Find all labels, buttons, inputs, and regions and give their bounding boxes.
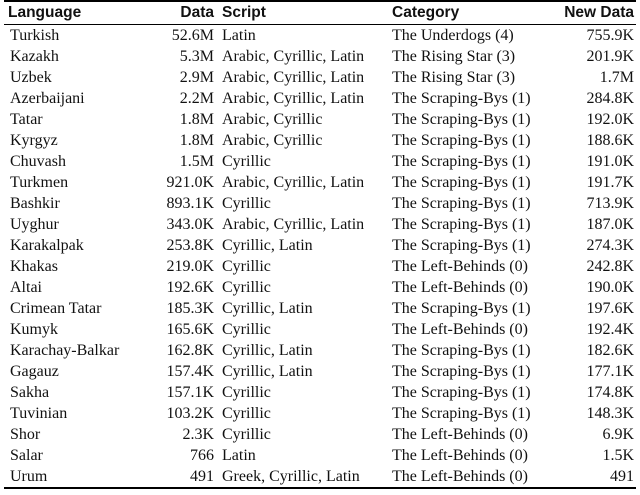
language-data-table bbox=[4, 0, 636, 489]
cell-script: Cyrillic bbox=[222, 426, 271, 443]
cell-script: Cyrillic, Latin bbox=[222, 363, 313, 380]
cell-category: The Scraping-Bys (1) bbox=[392, 153, 531, 170]
cell-script: Latin bbox=[222, 27, 256, 44]
cell-script: Cyrillic, Latin bbox=[222, 342, 313, 359]
cell-new-data: 1.5K bbox=[602, 447, 634, 464]
header-row bbox=[4, 1, 636, 25]
cell-category: The Scraping-Bys (1) bbox=[392, 342, 531, 359]
cell-language: Turkish bbox=[10, 27, 60, 44]
cell-category: The Scraping-Bys (1) bbox=[392, 132, 531, 149]
cell-new-data: 201.9K bbox=[586, 48, 634, 65]
cell-data: 1.5M bbox=[179, 153, 214, 170]
cell-data: 103.2K bbox=[166, 405, 214, 422]
cell-script: Arabic, Cyrillic, Latin bbox=[222, 69, 365, 86]
cell-data: 5.3M bbox=[179, 48, 214, 65]
cell-category: The Scraping-Bys (1) bbox=[392, 300, 531, 317]
cell-language: Khakas bbox=[10, 258, 58, 275]
cell-language: Karakalpak bbox=[10, 237, 84, 254]
table-row bbox=[4, 88, 636, 109]
cell-language: Shor bbox=[10, 426, 41, 443]
cell-new-data: 192.0K bbox=[586, 111, 634, 128]
cell-script: Arabic, Cyrillic, Latin bbox=[222, 174, 365, 191]
table-row bbox=[4, 130, 636, 151]
cell-language: Gagauz bbox=[10, 363, 59, 380]
cell-language: Uzbek bbox=[10, 69, 52, 86]
cell-data: 192.6K bbox=[166, 279, 214, 296]
cell-category: The Scraping-Bys (1) bbox=[392, 174, 531, 191]
cell-language: Kazakh bbox=[10, 48, 59, 65]
cell-category: The Left-Behinds (0) bbox=[392, 321, 528, 338]
cell-new-data: 191.7K bbox=[586, 174, 634, 191]
cell-category: The Left-Behinds (0) bbox=[392, 468, 528, 485]
cell-language: Altai bbox=[10, 279, 42, 296]
cell-language: Salar bbox=[10, 447, 43, 464]
cell-language: Bashkir bbox=[10, 195, 60, 212]
cell-data: 52.6M bbox=[171, 27, 214, 44]
cell-data: 157.4K bbox=[166, 363, 214, 380]
cell-category: The Underdogs (4) bbox=[392, 27, 514, 44]
table-row bbox=[4, 466, 636, 488]
cell-data: 491 bbox=[190, 468, 214, 485]
cell-script: Arabic, Cyrillic, Latin bbox=[222, 216, 365, 233]
cell-category: The Scraping-Bys (1) bbox=[392, 384, 531, 401]
table-row bbox=[4, 340, 636, 361]
cell-category: The Left-Behinds (0) bbox=[392, 426, 528, 443]
table-row bbox=[4, 109, 636, 130]
table-row bbox=[4, 298, 636, 319]
cell-new-data: 190.0K bbox=[586, 279, 634, 296]
table-row bbox=[4, 403, 636, 424]
table-row bbox=[4, 424, 636, 445]
cell-new-data: 242.8K bbox=[586, 258, 634, 275]
cell-script: Latin bbox=[222, 447, 256, 464]
cell-script: Greek, Cyrillic, Latin bbox=[222, 468, 360, 485]
table-row bbox=[4, 235, 636, 256]
cell-category: The Rising Star (3) bbox=[392, 48, 516, 65]
cell-data: 343.0K bbox=[166, 216, 214, 233]
cell-data: 165.6K bbox=[166, 321, 214, 338]
table-row bbox=[4, 256, 636, 277]
cell-data: 157.1K bbox=[166, 384, 214, 401]
cell-new-data: 1.7M bbox=[599, 69, 634, 86]
cell-language: Urum bbox=[10, 468, 48, 485]
cell-new-data: 177.1K bbox=[586, 363, 634, 380]
table-row bbox=[4, 445, 636, 466]
cell-language: Tatar bbox=[10, 111, 43, 128]
cell-category: The Left-Behinds (0) bbox=[392, 447, 528, 464]
cell-script: Arabic, Cyrillic bbox=[222, 111, 323, 128]
cell-script: Cyrillic bbox=[222, 153, 271, 170]
cell-script: Cyrillic bbox=[222, 321, 271, 338]
cell-new-data: 182.6K bbox=[586, 342, 634, 359]
cell-category: The Scraping-Bys (1) bbox=[392, 111, 531, 128]
cell-new-data: 284.8K bbox=[586, 90, 634, 107]
cell-script: Cyrillic bbox=[222, 405, 271, 422]
cell-new-data: 274.3K bbox=[586, 237, 634, 254]
cell-category: The Scraping-Bys (1) bbox=[392, 363, 531, 380]
cell-language: Karachay-Balkar bbox=[10, 342, 120, 359]
cell-data: 1.8M bbox=[179, 111, 214, 128]
cell-category: The Scraping-Bys (1) bbox=[392, 195, 531, 212]
cell-language: Turkmen bbox=[10, 174, 69, 191]
cell-category: The Scraping-Bys (1) bbox=[392, 90, 531, 107]
cell-script: Cyrillic bbox=[222, 384, 271, 401]
header-data: Data bbox=[180, 4, 214, 21]
cell-new-data: 188.6K bbox=[586, 132, 634, 149]
cell-category: The Scraping-Bys (1) bbox=[392, 237, 531, 254]
cell-language: Kyrgyz bbox=[10, 132, 58, 149]
cell-language: Uyghur bbox=[10, 216, 59, 233]
cell-data: 2.2M bbox=[179, 90, 214, 107]
header-script: Script bbox=[222, 4, 266, 21]
cell-script: Arabic, Cyrillic, Latin bbox=[222, 90, 365, 107]
cell-script: Cyrillic, Latin bbox=[222, 237, 313, 254]
cell-data: 1.8M bbox=[179, 132, 214, 149]
cell-data: 893.1K bbox=[166, 195, 214, 212]
cell-data: 185.3K bbox=[166, 300, 214, 317]
header-new-data: New Data bbox=[564, 4, 634, 21]
table-row bbox=[4, 361, 636, 382]
cell-script: Cyrillic bbox=[222, 258, 271, 275]
table-row bbox=[4, 382, 636, 403]
cell-new-data: 6.9K bbox=[602, 426, 634, 443]
cell-category: The Rising Star (3) bbox=[392, 69, 516, 86]
cell-data: 2.3K bbox=[182, 426, 214, 443]
cell-new-data: 148.3K bbox=[586, 405, 634, 422]
cell-new-data: 197.6K bbox=[586, 300, 634, 317]
cell-category: The Left-Behinds (0) bbox=[392, 258, 528, 275]
header-category: Category bbox=[392, 4, 460, 21]
cell-new-data: 187.0K bbox=[586, 216, 634, 233]
table-row bbox=[4, 193, 636, 214]
cell-new-data: 174.8K bbox=[586, 384, 634, 401]
cell-data: 253.8K bbox=[166, 237, 214, 254]
table-row bbox=[4, 46, 636, 67]
cell-data: 2.9M bbox=[179, 69, 214, 86]
cell-language: Crimean Tatar bbox=[10, 300, 102, 317]
cell-language: Tuvinian bbox=[10, 405, 68, 422]
cell-new-data: 491 bbox=[610, 468, 634, 485]
cell-script: Arabic, Cyrillic, Latin bbox=[222, 48, 365, 65]
cell-script: Cyrillic, Latin bbox=[222, 300, 313, 317]
cell-category: The Left-Behinds (0) bbox=[392, 279, 528, 296]
cell-language: Azerbaijani bbox=[10, 90, 85, 107]
table-row bbox=[4, 214, 636, 235]
cell-language: Kumyk bbox=[10, 321, 58, 338]
cell-language: Sakha bbox=[10, 384, 50, 401]
cell-data: 162.8K bbox=[166, 342, 214, 359]
cell-category: The Scraping-Bys (1) bbox=[392, 405, 531, 422]
table-body bbox=[4, 25, 636, 489]
cell-data: 219.0K bbox=[166, 258, 214, 275]
cell-new-data: 713.9K bbox=[586, 195, 634, 212]
cell-language: Chuvash bbox=[10, 153, 66, 170]
table-row bbox=[4, 25, 636, 47]
table-row bbox=[4, 151, 636, 172]
cell-script: Cyrillic bbox=[222, 195, 271, 212]
cell-data: 921.0K bbox=[166, 174, 214, 191]
cell-data: 766 bbox=[190, 447, 214, 464]
cell-new-data: 191.0K bbox=[586, 153, 634, 170]
cell-script: Cyrillic bbox=[222, 279, 271, 296]
table-row bbox=[4, 67, 636, 88]
cell-new-data: 755.9K bbox=[586, 27, 634, 44]
header-language: Language bbox=[8, 4, 82, 21]
cell-script: Arabic, Cyrillic bbox=[222, 132, 323, 149]
cell-new-data: 192.4K bbox=[586, 321, 634, 338]
table-row bbox=[4, 319, 636, 340]
table-row bbox=[4, 277, 636, 298]
table-header bbox=[4, 1, 636, 25]
table-row bbox=[4, 172, 636, 193]
cell-category: The Scraping-Bys (1) bbox=[392, 216, 531, 233]
